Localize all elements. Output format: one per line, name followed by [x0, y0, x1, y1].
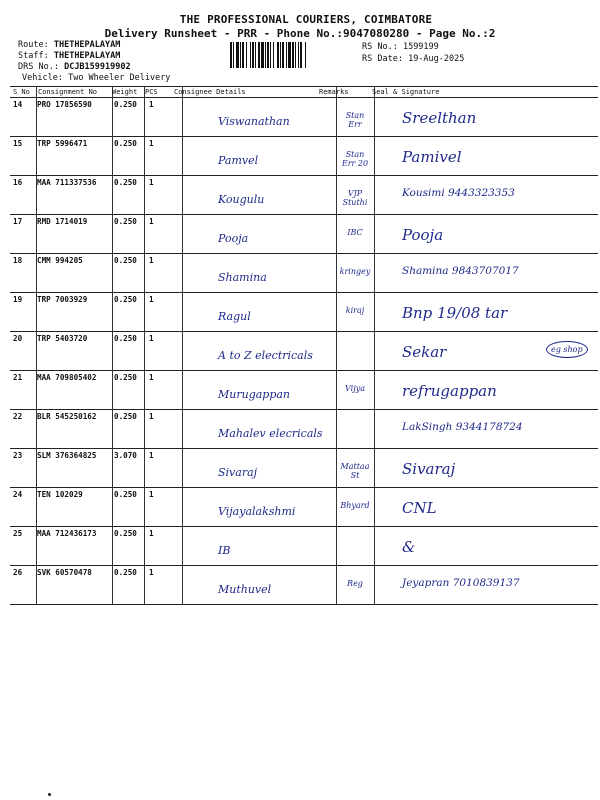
signature-handwriting: Sekar: [402, 343, 447, 361]
row-pcs: 1: [149, 412, 154, 421]
signature-handwriting: Sreelthan: [402, 109, 477, 127]
row-weight: 0.250: [114, 217, 137, 226]
row-weight: 0.250: [114, 178, 137, 187]
consignment-no: TRP 7003929: [37, 295, 88, 304]
consignee-handwriting: Ragul: [218, 310, 251, 323]
consignee-handwriting: Murugappan: [218, 388, 291, 401]
row-sno: 26: [13, 568, 23, 577]
consignee-handwriting: Viswanathan: [218, 115, 290, 128]
column-rule: [112, 86, 113, 604]
remarks-handwriting: VJP Stuthi: [342, 189, 368, 207]
row-rule: [10, 292, 598, 293]
consignment-no: CMM 994205: [37, 256, 83, 265]
row-rule: [10, 487, 598, 488]
row-pcs: 1: [149, 451, 154, 460]
signature-handwriting: Sivaraj: [402, 460, 456, 478]
consignee-handwriting: A to Z electricals: [218, 349, 313, 362]
consignee-handwriting: Pooja: [218, 232, 249, 245]
consignment-no: TRP 5403720: [37, 334, 88, 343]
consignee-handwriting: Shamina: [218, 271, 267, 284]
signature-handwriting: Kousimi 9443323353: [402, 187, 515, 199]
runsheet-subtitle: Delivery Runsheet - PRR - Phone No.:9047080280 - Page No.:2: [104, 27, 496, 40]
table-top-rule: [10, 86, 598, 87]
signature-handwriting: Pooja: [402, 226, 444, 244]
row-sno: 20: [13, 334, 23, 343]
page-mark: [48, 793, 51, 796]
staff-line: Staff: THETHEPALAYAM: [18, 51, 121, 61]
row-rule: [10, 253, 598, 254]
row-sno: 16: [13, 178, 23, 187]
column-rule: [374, 86, 375, 604]
row-pcs: 1: [149, 139, 154, 148]
consignment-no: PRO 17856590: [37, 100, 92, 109]
row-sno: 23: [13, 451, 23, 460]
signature-handwriting: &: [402, 538, 416, 556]
row-sno: 19: [13, 295, 23, 304]
consignee-handwriting: Muthuvel: [218, 583, 272, 596]
row-weight: 0.250: [114, 334, 137, 343]
rs-no-line: RS No.: 1599199: [362, 42, 439, 52]
row-weight: 0.250: [114, 256, 137, 265]
row-pcs: 1: [149, 568, 154, 577]
row-rule: [10, 370, 598, 371]
row-pcs: 1: [149, 334, 154, 343]
column-rule: [182, 86, 183, 604]
consignment-no: MAA 711337536: [37, 178, 97, 187]
consignment-no: TRP 5996471: [37, 139, 88, 148]
barcode: [230, 42, 352, 68]
row-sno: 17: [13, 217, 23, 226]
row-rule: [10, 565, 598, 566]
column-rule: [144, 86, 145, 604]
consignment-no: BLR 545250162: [37, 412, 97, 421]
row-weight: 0.250: [114, 139, 137, 148]
column-header: Remarks: [319, 88, 349, 96]
signature-handwriting: refrugappan: [402, 382, 497, 400]
row-weight: 0.250: [114, 490, 137, 499]
consignment-no: RMD 1714019: [37, 217, 88, 226]
consignment-no: SLM 376364825: [37, 451, 97, 460]
signature-handwriting: Bnp 19/08 tar: [402, 304, 508, 322]
rs-date-value: 19-Aug-2025: [408, 54, 465, 64]
remarks-handwriting: kiraj: [345, 306, 365, 315]
signature-handwriting: LakSingh 9344178724: [402, 421, 523, 433]
row-pcs: 1: [149, 373, 154, 382]
consignee-handwriting: Pamvel: [218, 154, 259, 167]
column-rule: [36, 86, 37, 604]
row-weight: 0.250: [114, 373, 137, 382]
row-weight: 0.250: [114, 412, 137, 421]
row-sno: 21: [13, 373, 23, 382]
row-weight: 0.250: [114, 568, 137, 577]
row-weight: 0.250: [114, 295, 137, 304]
row-weight: 0.250: [114, 529, 137, 538]
signature-handwriting: Shamina 9843707017: [402, 265, 519, 277]
consignee-handwriting: Vijayalakshmi: [218, 505, 296, 518]
remarks-handwriting: Stan Err 20: [341, 150, 369, 168]
drs-line: DRS No.: DCJB159919902: [18, 62, 131, 72]
row-rule: [10, 331, 598, 332]
column-header: Weight: [112, 88, 138, 96]
row-pcs: 1: [149, 295, 154, 304]
column-header: S No: [13, 88, 30, 96]
signature-handwriting: Jeyapran 7010839137: [402, 577, 520, 589]
row-sno: 22: [13, 412, 23, 421]
row-sno: 14: [13, 100, 23, 109]
row-rule: [10, 409, 598, 410]
remarks-handwriting: kringey: [339, 267, 371, 276]
row-sno: 18: [13, 256, 23, 265]
rs-date-line: RS Date: 19-Aug-2025: [362, 54, 465, 64]
consignment-no: SVK 60570478: [37, 568, 92, 577]
row-pcs: 1: [149, 178, 154, 187]
consignee-handwriting: Kougulu: [218, 193, 265, 206]
consignment-no: MAA 712436173: [37, 529, 97, 538]
shop-stamp: eg shop: [546, 341, 588, 358]
row-weight: 0.250: [114, 100, 137, 109]
signature-handwriting: CNL: [402, 499, 437, 517]
rs-no-value: 1599199: [402, 42, 439, 52]
consignment-no: MAA 709805402: [37, 373, 97, 382]
row-rule: [10, 175, 598, 176]
row-pcs: 1: [149, 256, 154, 265]
row-rule: [10, 604, 598, 605]
signature-handwriting: Pamivel: [402, 148, 462, 166]
remarks-handwriting: IBC: [347, 228, 363, 237]
remarks-handwriting: Stan Err: [345, 111, 365, 129]
row-rule: [10, 448, 598, 449]
consignee-handwriting: Sivaraj: [218, 466, 258, 479]
column-header: Consignment No: [38, 88, 98, 96]
row-rule: [10, 526, 598, 527]
header-bottom-rule: [10, 97, 598, 98]
row-sno: 24: [13, 490, 23, 499]
route-value: THETHEPALAYAM: [53, 40, 121, 50]
column-header: Consignee Details: [174, 88, 246, 96]
runsheet-table: [10, 86, 598, 604]
row-weight: 3.070: [114, 451, 137, 460]
column-header: Seal & Signature: [372, 88, 440, 96]
row-sno: 15: [13, 139, 23, 148]
remarks-handwriting: Vijya: [345, 384, 365, 393]
row-sno: 25: [13, 529, 23, 538]
consignee-handwriting: IB: [218, 544, 231, 557]
row-pcs: 1: [149, 217, 154, 226]
remarks-handwriting: Mattaa St: [340, 462, 370, 480]
row-rule: [10, 214, 598, 215]
row-pcs: 1: [149, 100, 154, 109]
staff-value: THETHEPALAYAM: [53, 51, 121, 61]
vehicle-line: Vehicle: Two Wheeler Delivery: [22, 73, 171, 83]
company-title: THE PROFESSIONAL COURIERS, COIMBATORE: [179, 13, 433, 26]
row-pcs: 1: [149, 529, 154, 538]
drs-value: DCJB159919902: [64, 62, 131, 72]
row-pcs: 1: [149, 490, 154, 499]
consignment-no: TEN 102029: [37, 490, 83, 499]
route-line: Route: THETHEPALAYAM: [18, 40, 121, 50]
remarks-handwriting: Reg: [347, 579, 363, 588]
consignee-handwriting: Mahalev elecricals: [218, 427, 323, 440]
row-rule: [10, 136, 598, 137]
vehicle-value: Two Wheeler Delivery: [68, 73, 171, 83]
column-header: PCS: [145, 88, 158, 96]
remarks-handwriting: Bhyard: [340, 501, 370, 510]
column-rule: [336, 86, 337, 604]
